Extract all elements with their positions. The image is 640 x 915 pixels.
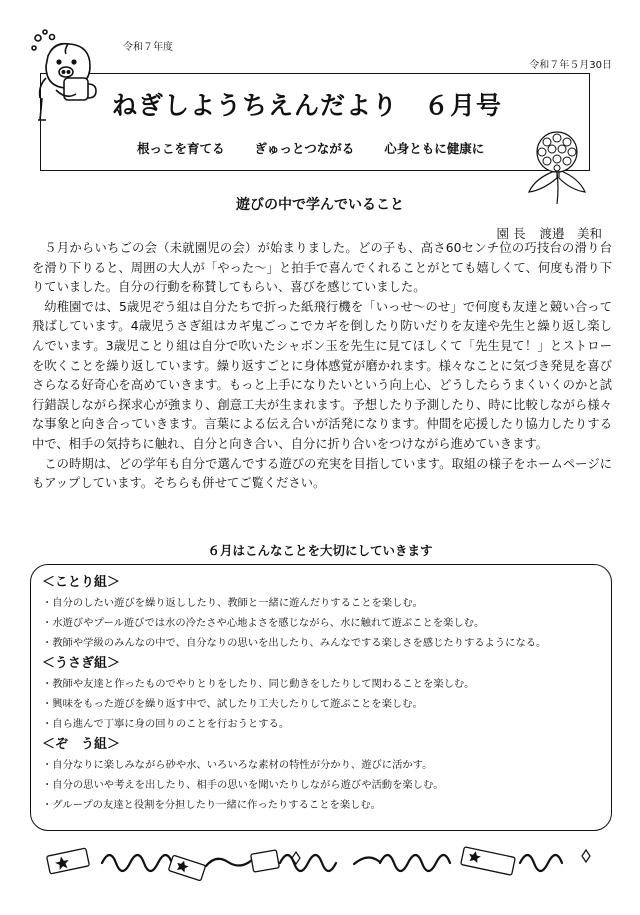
slogan-3: 心身ともに健康に <box>384 141 485 156</box>
goal-item: ・自分なりに楽しみながら砂や水、いろいろな素材の特性が分かり、遊びに活かす。 <box>42 759 433 771</box>
slogan-row <box>137 139 484 157</box>
paragraph-1: ５月からいちごの会（未就園児の会）が始まりました。どの子も、高さ60センチ位の巧技台の滑り台を滑り下りると、周囲の大人が「やった～」と拍手で喜んでくれることがとても嬉しくて、何度も滑り下りていました。自分の行動を称賛してもらい、喜びを感じていました。 <box>32 241 612 295</box>
mascot-illustration <box>28 28 108 124</box>
article-body <box>32 239 612 494</box>
goals-title: ６月はこんなことを大切にしていきます <box>207 543 433 558</box>
goal-item: ・水遊びやプール遊びでは水の冷たさや心地よさを感じながら、水に触れて遊ぶことを楽しむ。 <box>42 617 485 629</box>
goal-item: ・教師や学級のみんなの中で、自分なりの思いを出したり、みんなでする楽しさを感じたりするようになる。 <box>42 637 547 649</box>
fiscal-year: 令和７年度 <box>123 42 173 53</box>
newsletter-title: ねぎしようちえんだより ６月号 <box>112 91 503 120</box>
slogan-2: ぎゅっとつながる <box>254 141 355 156</box>
author-name: 渡邉 美和 <box>539 226 602 241</box>
slogan-1: 根っこを育てる <box>137 141 225 156</box>
goal-item: ・自分の思いや考えを出したり、相手の思いを聞いたりしながら遊びや活動を楽しむ。 <box>42 779 444 791</box>
goal-item: ・グループの友達と役割を分担したり一緒に作ったりすることを楽しむ。 <box>42 799 381 811</box>
goal-item: ・自ら進んで丁寧に身の回りのことを行おうとする。 <box>42 718 290 730</box>
goals-list <box>42 572 602 815</box>
group-heading-usagi: ＜うさぎ組＞ <box>42 656 121 671</box>
paragraph-2: 幼稚園では、5歳児ぞう組は自分たちで折った紙飛行機を「いっせ～のせ」で何度も友達と競い合って飛ばしています。4歳児うさぎ組はカギ鬼ごっこでカギを倒したり防いだりを友達や先生と繰り返し楽しんでいます。3歳児ことり組は自分で吹いたシャボン玉を先生に見てほしくて「先生見て！」とストローを吹くことを繰り返しています。繰り返すごとに身体感覚が磨かれます。様々なことに気づき発見を喜びさらなる好奇心を高めていきます。もっと上手になりたいという向上心、どうしたらうまくいくのかと試行錯誤しながら探求心が強まり、創意工夫が生まれます。予想したり予測したり、時に比較しながら様々な事象と向き合っていきます。言葉による伝え合いが活発になります。仲間を応援したり協力したりする中で、相手の気持ちに触れ、自分と向き合い、自分に折り合いをつけながら進めていきます。 <box>32 299 612 451</box>
goal-item: ・自分のしたい遊びを繰り返ししたり、教師と一緒に遊んだりすることを楽しむ。 <box>42 597 423 609</box>
group-heading-zou: ＜ぞ う組＞ <box>42 737 121 752</box>
goal-item: ・教師や友達と作ったものでやりとりをしたり、同じ動きをしたりして関わることを楽しむ。 <box>42 678 475 690</box>
issue-date: 令和７年５月30日 <box>529 60 612 71</box>
goal-item: ・興味をもった遊びを繰り返す中で、試したり工夫したりして遊ぶことを楽しむ。 <box>42 698 423 710</box>
paragraph-3: この時期は、どの学年も自分で選んでする遊びの充実を目指しています。取組の様子をホームページにもアップしています。そちらも併せてご覧ください。 <box>32 456 612 491</box>
article-title: 遊びの中で学んでいること <box>236 197 404 213</box>
decorative-border <box>42 838 598 888</box>
author-role: 園 長 <box>496 226 526 241</box>
group-heading-kotori: ＜ことり組＞ <box>42 575 121 590</box>
